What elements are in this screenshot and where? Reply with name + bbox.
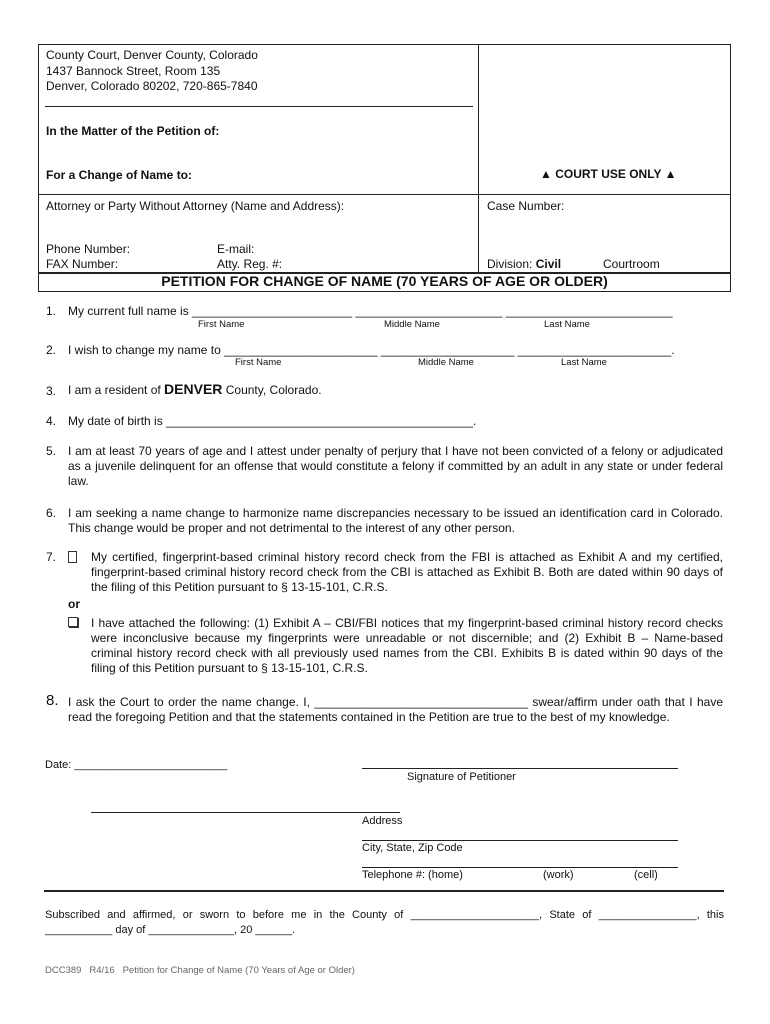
- signature-line: [362, 768, 678, 769]
- item-3-county: DENVER: [164, 381, 223, 397]
- notary-separator: [44, 890, 724, 892]
- item-5-attestation: I am at least 70 years of age and I attest under penalty of perjury that I have not been convicted of a felony or adjudicated as a juvenile delinquent for an offense that would constitute a felony if committed by an adult in any state or under federal law.: [68, 444, 723, 488]
- division-value: Civil: [535, 257, 562, 271]
- matter-label: In the Matter of the Petition of:: [46, 124, 220, 138]
- item-7-option-1-checkbox[interactable]: [68, 551, 77, 563]
- court-name: County Court, Denver County, Colorado: [46, 48, 258, 62]
- item-2-last-caption: Last Name: [561, 357, 607, 368]
- item-3-number: 3.: [46, 384, 57, 398]
- item-6-purpose: I am seeking a name change to harmonize name discrepancies necessary to be issued an identification card in Colorado. This change would be proper and not detrimental to the interest of any other person.: [68, 506, 723, 535]
- item-2-new-name: I wish to change my name to _______________________ ____________________ _______________________.: [68, 343, 675, 357]
- item-2-middle-caption: Middle Name: [418, 357, 474, 368]
- item-7-option-2-text: I have attached the following: (1) Exhibit A – CBI/FBI notices that my fingerprint-based criminal history record checks were inconclusive because my fingerprints were unreadable or not discernible; and (2) Exhibit B – Name-based criminal history record check with all previously used names from the CBI. Exhibits B is dated within 90 days of the filing of this Petition pursuant to § 13-15-101, C.R.S.: [91, 616, 723, 675]
- item-8-oath: I ask the Court to order the name change. I, ________________________________ swear/affirm under oath that I have read the foregoing Petition and that the statements contained in the Petition are true to the best of my knowledge.: [68, 695, 723, 724]
- form-footer: DCC389 R4/16 Petition for Change of Name (70 Years of Age or Older): [45, 965, 355, 976]
- item-7-option-1-text: My certified, fingerprint-based criminal history record check from the FBI is attached as Exhibit A and my certified, fingerprint-based criminal history record check from the CBI is attached as Exhibit B. Both are dated within 90 days of the filing of this Petition pursuant to § 13-15-101, C.R.S.: [91, 550, 723, 594]
- caption-address-underline: [45, 106, 473, 107]
- courtroom-label: Courtroom: [603, 257, 660, 271]
- email-label: E-mail:: [217, 242, 255, 256]
- division-label: Division:: [487, 257, 533, 271]
- address-line: [362, 840, 678, 841]
- item-1-last-caption: Last Name: [544, 319, 590, 330]
- change-to-label: For a Change of Name to:: [46, 168, 193, 182]
- item-6-number: 6.: [46, 506, 57, 520]
- division: [487, 257, 561, 271]
- notary-statement: Subscribed and affirmed, or sworn to before me in the County of _____________________, State of ________________, this ___________ day of ______________, 20 ______.: [45, 909, 724, 936]
- item-3-post: County, Colorado.: [222, 383, 322, 397]
- phone-label: Phone Number:: [46, 242, 131, 256]
- item-2-number: 2.: [46, 343, 57, 357]
- date-field[interactable]: Date: _________________________: [45, 759, 228, 771]
- attorney-label: Attorney or Party Without Attorney (Name and Address):: [46, 199, 345, 213]
- item-8-number: 8.: [46, 692, 59, 709]
- signature-label: Signature of Petitioner: [407, 771, 516, 783]
- court-street: 1437 Bannock Street, Room 135: [46, 64, 221, 78]
- item-1-number: 1.: [46, 304, 57, 318]
- address-label: Address: [362, 815, 403, 827]
- court-use-only: ▲ COURT USE ONLY ▲: [540, 167, 677, 181]
- telephone-home-label: Telephone #: (home): [362, 869, 463, 881]
- page-title: PETITION FOR CHANGE OF NAME (70 YEARS OF AGE OR OLDER): [161, 273, 608, 289]
- item-3-residence: [68, 381, 322, 397]
- city-line: [362, 867, 678, 868]
- atty-reg-label: Atty. Reg. #:: [217, 257, 283, 271]
- caption-row-line: [38, 194, 730, 195]
- signature-name-line: [91, 812, 400, 813]
- item-7-or: or: [68, 597, 80, 611]
- court-city-phone: Denver, Colorado 80202, 720-865-7840: [46, 79, 258, 93]
- item-2-first-caption: First Name: [235, 357, 282, 368]
- item-4-number: 4.: [46, 414, 57, 428]
- telephone-cell-label: (cell): [634, 869, 658, 881]
- item-1-current-name: My current full name is ________________________ ______________________ _________________________: [68, 304, 673, 318]
- item-1-first-caption: First Name: [198, 319, 245, 330]
- telephone-work-label: (work): [543, 869, 574, 881]
- caption-divider: [478, 44, 479, 272]
- item-4-date-of-birth: My date of birth is ______________________________________________.: [68, 414, 477, 428]
- fax-label: FAX Number:: [46, 257, 119, 271]
- case-number-label: Case Number:: [487, 199, 565, 213]
- item-1-middle-caption: Middle Name: [384, 319, 440, 330]
- item-7-number: 7.: [46, 550, 57, 564]
- item-5-number: 5.: [46, 444, 57, 458]
- city-state-zip-label: City, State, Zip Code: [362, 842, 463, 854]
- item-3-pre: I am a resident of: [68, 383, 165, 397]
- item-7-option-2-checkbox[interactable]: [68, 617, 78, 627]
